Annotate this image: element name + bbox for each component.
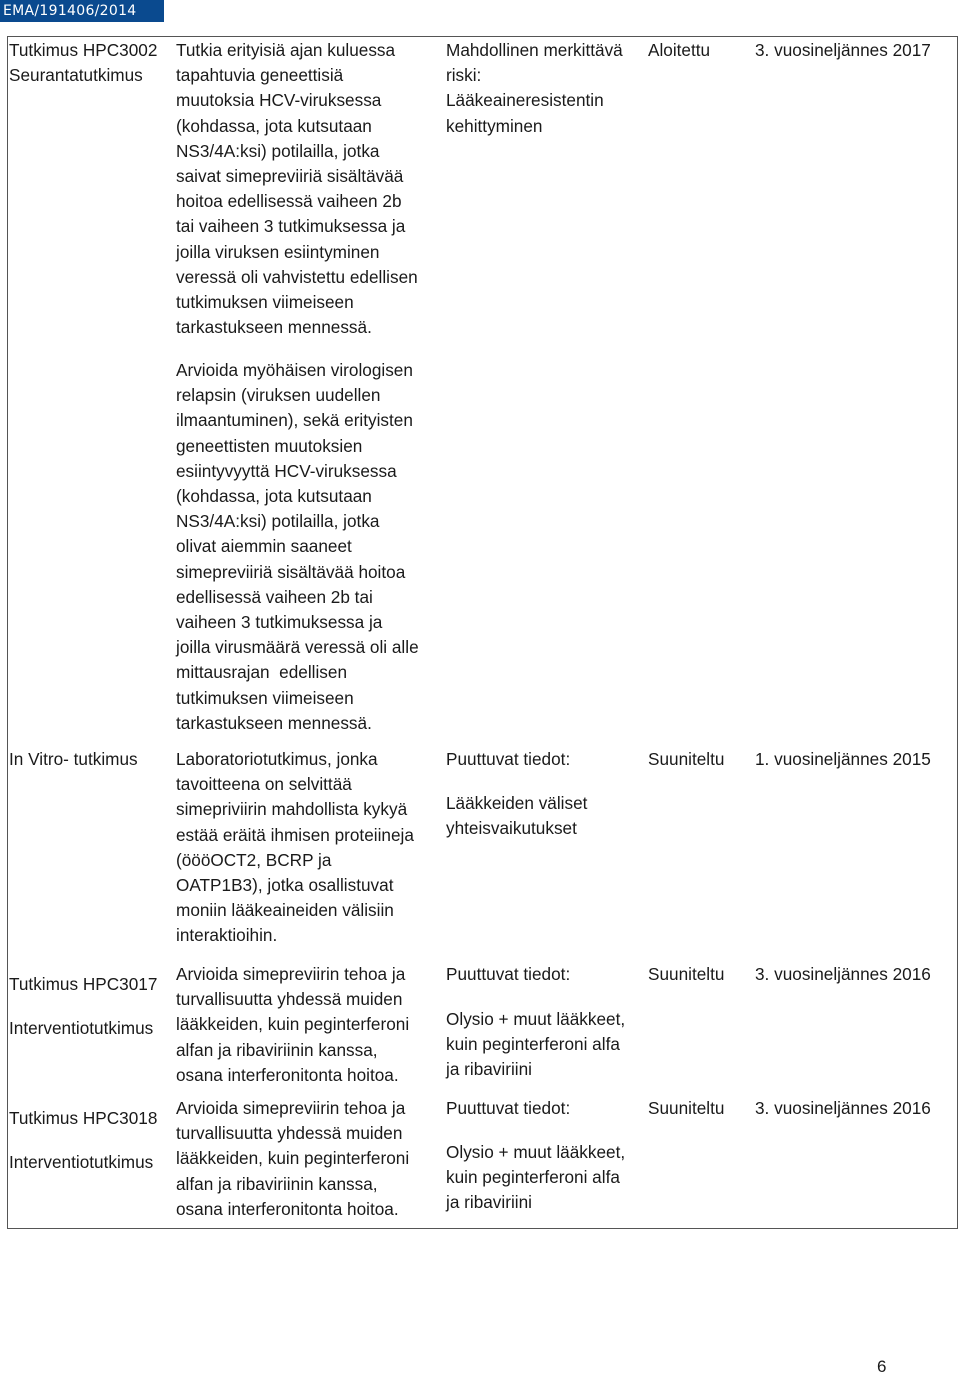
table-row-4-description: Arvioida simepreviirin tehoa ja turvallisuutta yhdessä muiden lääkkeiden, kuin peginterferoni alfan ja ribaviriinin kanssa, osana interferonitonta hoitoa. <box>176 1098 410 1219</box>
table-row-3-description: Arvioida simepreviirin tehoa ja turvallisuutta yhdessä muiden lääkkeiden, kuin peginterferoni alfan ja ribaviriinin kanssa, osana interferonitonta hoitoa. <box>176 964 410 1085</box>
table-row-1-date: 3. vuosineljännes 2017 <box>755 40 931 60</box>
table-row-2-concern-label: Puuttuvat tiedot: <box>446 749 571 769</box>
table-row-1-description-2: Arvioida myöhäisen virologisen relapsin (viruksen uudellen ilmaantuminen), sekä erityisten geneettisten muutoksien esiintyvyyttä HCV-viruksessa (kohdassa, jota kutsutaan NS3/4A:ksi) potilailla, jotka olivat aiemmin saaneet simepreviiriä sisältävää hoitoa edellisessä vaiheen 2b tai vaiheen 3 tutkimuksessa ja joilla virusmäärä veressä oli alle mittausrajan edellisen tutkimuksen viimeiseen tarkastukseen mennessä. <box>176 360 419 733</box>
table-row-2-study: In Vitro- tutkimus <box>9 749 138 769</box>
table-row-2-status: Suuniteltu <box>648 749 725 769</box>
table-row-3-study: Tutkimus HPC3017 Interventiotutkimus <box>9 974 158 1038</box>
table-row-3-date: 3. vuosineljännes 2016 <box>755 964 931 984</box>
table-row-3-concern: Olysio + muut lääkkeet, kuin peginterferoni alfa ja ribaviriini <box>446 1009 626 1080</box>
table-row-4-status: Suuniteltu <box>648 1098 725 1118</box>
table-row-3-status: Suuniteltu <box>648 964 725 984</box>
page-number: 6 <box>877 1357 887 1376</box>
table-row-1-status: Aloitettu <box>648 40 711 60</box>
table-row-3-concern-label: Puuttuvat tiedot: <box>446 964 571 984</box>
table-row-1-study: Tutkimus HPC3002 Seurantatutkimus <box>9 40 158 86</box>
table-row-2-description: Laboratoriotutkimus, jonka tavoitteena on selvittää simepriviirin mahdollista kykyä estää eräitä ihmisen proteiineja (öööOCT2, BCRP ja OATP1B3), jotka osallistuvat moniin lääkeaineiden välisiin interaktioihin. <box>176 749 414 946</box>
table-row-4-concern: Olysio + muut lääkkeet, kuin peginterferoni alfa ja ribaviriini <box>446 1142 626 1213</box>
document-reference: EMA/191406/2014 <box>0 0 164 22</box>
table-row-2-date: 1. vuosineljännes 2015 <box>755 749 931 769</box>
table-row-1-description: Tutkia erityisiä ajan kuluessa tapahtuvia geneettisiä muutoksia HCV-viruksessa (kohdassa, jota kutsutaan NS3/4A:ksi) potilailla, jotka saivat simepreviiriä sisältävää hoitoa edellisessä vaiheen 2b tai vaiheen 3 tutkimuksessa ja joilla viruksen esiintyminen veressä oli vahvistettu edellisen tutkimuksen viimeiseen tarkastukseen mennessä. <box>176 40 418 338</box>
table-row-4-study: Tutkimus HPC3018 Interventiotutkimus <box>9 1108 158 1172</box>
table-row-1-concern: Mahdollinen merkittävä riski: Lääkeaineresistentin kehittyminen <box>446 40 623 136</box>
table-row-2-concern: Lääkkeiden väliset yhteisvaikutukset <box>446 793 588 839</box>
table-row-4-date: 3. vuosineljännes 2016 <box>755 1098 931 1118</box>
table-row-4-concern-label: Puuttuvat tiedot: <box>446 1098 571 1118</box>
